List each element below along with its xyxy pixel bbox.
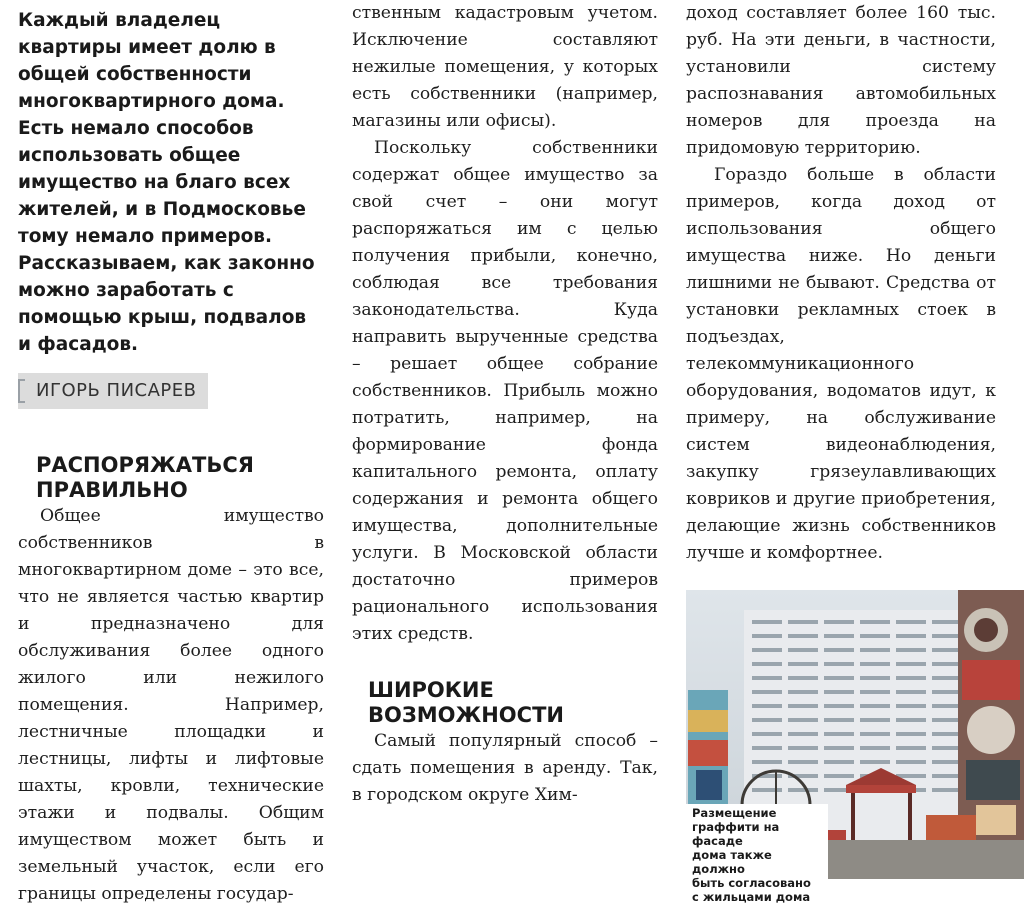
paragraph-continued: ственным кадастровым учетом. Исключение составляют нежилые помещения, у которых есть собственники (например, магазины или офисы). [352,3,658,131]
article-lead: Каждый владелец квартиры имеет долю в общей собственности многоквартирного дома. Есть немало способов использовать общее имущество на благо всех жителей, и в Подмосковье тому немало примеров. Рассказываем, как законно можно заработать с помощью крыш, подвалов и фасадов. [18,10,315,355]
column-2 [352,0,658,809]
paragraph: Гораздо больше в области примеров, когда доход от использования общего имущества ниже. Но деньги лишними не бывают. Средства от установки рекламных стоек в подъездах, телекоммуникационного оборудования, водоматов идут, к примеру, на обслуживание систем видеонаблюдения, закупку грязеулавливающих ковриков и другие приобретения, делающие жизнь собственников лучше и комфортнее. [686,165,996,563]
paragraph-continued: доход составляет более 160 тыс. руб. На эти деньги, в частности, установили систему распознавания автомобильных номеров для проезда на придомовую территорию. [686,3,996,158]
author-byline [18,373,208,409]
column-1 [18,0,324,908]
column-3 [686,0,996,567]
body-text-col2-section2 [352,728,658,809]
section-heading-1: РАСПОРЯЖАТЬСЯ ПРАВИЛЬНО [36,453,254,502]
paragraph: Самый популярный способ – сдать помещения в аренду. Так, в городском округе Хим- [352,731,658,805]
paragraph: Поскольку собственники содержат общее имущество за свой счет – они могут распоряжаться им с целью получения прибыли, конечно, соблюдая все требования законодательства. Куда направить вырученные средства – решает общее собрание собственников. Прибыль можно потратить, например, на формирование фонда капитального ремонта, оплату содержания и ремонта общего имущества, дополнительные услуги. В Московской области достаточно примеров рационального использования этих средств. [352,138,658,644]
body-text-col1 [18,503,324,908]
section-heading-2: ШИРОКИЕ ВОЗМОЖНОСТИ [368,678,564,727]
body-text-col3 [686,0,996,567]
photo-caption [686,804,828,904]
caption-text: Размещение граффити на фасаде дома также должно быть согласовано с жильцами дома [692,806,811,904]
body-text-col2 [352,0,658,648]
author-name: ИГОРЬ ПИСАРЕВ [36,380,197,401]
paragraph: Общее имущество собственников в многоквартирном доме – это все, что не является частью квартир и предназначено для обслуживания более одного жилого или нежилого помещения. Например, лестничные площадки и лестницы, лифты и лифтовые шахты, кровли, технические этажи и подвалы. Общим имуществом может быть и земельный участок, если его границы определены государ- [18,506,324,904]
byline-bracket [18,379,25,403]
